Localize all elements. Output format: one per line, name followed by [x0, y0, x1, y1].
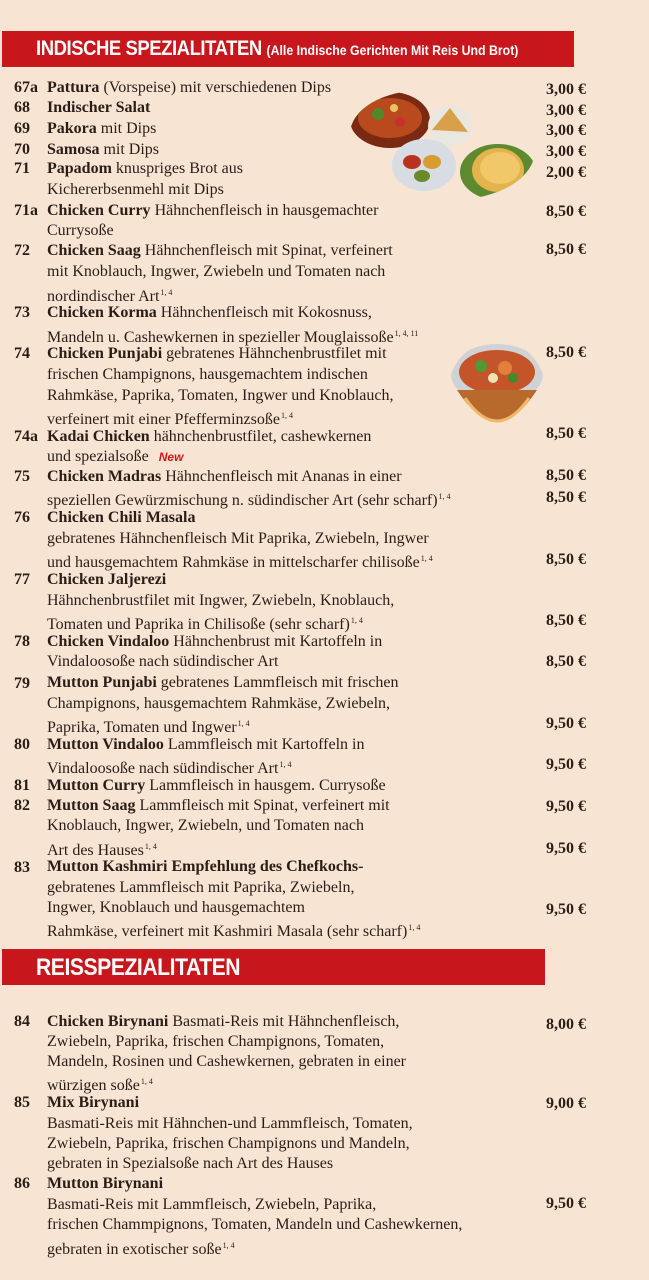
item-number: 71	[14, 160, 30, 177]
item-name: Pattura	[47, 79, 100, 96]
new-badge: New	[158, 450, 184, 464]
menu-item-67a	[47, 78, 331, 98]
item-desc-line: Champignons, hausgemachtem Rahmkäse, Zwiebeln,	[47, 695, 391, 712]
item-name: Mutton Kashmiri Empfehlung des Chefkochs-	[47, 858, 364, 875]
item-number: 73	[14, 304, 30, 321]
item-number: 77	[14, 571, 30, 588]
item-price: 8,50 €	[546, 612, 586, 629]
item-price: 9,50 €	[546, 840, 586, 857]
item-price: 3,00 €	[546, 102, 586, 119]
item-name: Chicken Madras	[47, 468, 162, 485]
item-desc-line: Art des Hauses$^{1, 4}$	[47, 842, 157, 859]
item-desc: hähnchenbrustfilet, cashewkernen	[149, 428, 372, 445]
item-number: 68	[14, 99, 30, 116]
menu-item-73	[47, 303, 372, 323]
section-banner-indian	[2, 31, 574, 67]
item-desc-line: und spezialsoße New	[47, 448, 184, 465]
allergen-note: 1, 4	[222, 1241, 235, 1250]
item-desc: gebratenes Hähnchenbrustfilet mit	[162, 345, 387, 362]
menu-item-86	[47, 1174, 163, 1194]
item-price: 2,00 €	[546, 164, 586, 181]
item-number: 82	[14, 797, 30, 814]
menu-item-78	[47, 632, 382, 652]
menu-item-72	[47, 241, 393, 261]
item-desc: Basmati-Reis mit Hähnchenfleisch,	[168, 1013, 400, 1030]
item-number: 81	[14, 777, 30, 794]
item-desc-line: Currysoße	[47, 222, 114, 239]
item-desc-line: Ingwer, Knoblauch und hausgemachtem	[47, 899, 305, 916]
allergen-note: 1, 4, 11	[394, 329, 419, 338]
curry-bowl-icon	[447, 340, 547, 452]
item-name: Chicken Saag	[47, 242, 141, 259]
item-number: 86	[14, 1175, 30, 1192]
item-name: Papadom	[47, 160, 112, 177]
item-price: 8,50 €	[546, 203, 586, 220]
item-desc: Hähnchenfleisch mit Kokosnuss,	[156, 304, 372, 321]
item-desc-line: Knoblauch, Ingwer, Zwiebeln, und Tomaten nach	[47, 817, 364, 834]
allergen-note: 1, 4	[160, 288, 173, 297]
item-desc: (Vorspeise) mit verschiedenen Dips	[99, 79, 332, 96]
item-desc: mit Dips	[99, 141, 160, 158]
item-name: Chicken Birynani	[47, 1013, 169, 1030]
item-number: 69	[14, 120, 30, 137]
item-desc-line: Zwiebeln, Paprika, frischen Champignons und Mandeln,	[47, 1135, 410, 1152]
item-name: Mix Birynani	[47, 1094, 140, 1111]
starter-plate-image	[350, 90, 535, 200]
item-name: Chicken Chili Masala	[47, 509, 196, 526]
item-desc-line: nordindischer Art$^{1, 4}$	[47, 288, 173, 305]
item-number: 78	[14, 633, 30, 650]
item-number: 70	[14, 141, 30, 158]
item-name: Mutton Punjabi	[47, 674, 157, 691]
item-price: 8,50 €	[546, 344, 586, 361]
item-price: 9,50 €	[546, 715, 586, 732]
item-number: 74a	[14, 428, 38, 445]
item-desc-line: gebraten in exotischer soße$^{1, 4}$	[47, 1241, 235, 1258]
item-desc: Lammfleisch in hausgem. Currysoße	[145, 777, 386, 794]
item-desc-line: Vindaloosoße nach südindischer Art	[47, 653, 279, 670]
item-desc: mit Dips	[96, 120, 157, 137]
item-desc-line: Vindaloosoße nach südindischer Art$^{1, 4}$	[47, 760, 292, 777]
item-desc: Hähnchenfleisch mit Ananas in einer	[161, 468, 402, 485]
allergen-note: 1, 4	[144, 842, 157, 851]
item-desc-line: frischen Chammpignons, Tomaten, Mandeln und Cashewkernen,	[47, 1216, 463, 1233]
menu-item-74a	[47, 427, 371, 447]
item-number: 71a	[14, 202, 38, 219]
item-desc: Hähnchenfleisch in hausgemachter	[150, 202, 379, 219]
item-name: Chicken Punjabi	[47, 345, 163, 362]
item-name: Chicken Korma	[47, 304, 157, 321]
menu-item-85	[47, 1093, 139, 1113]
item-number: 83	[14, 859, 30, 876]
allergen-note: 1, 4	[279, 760, 292, 769]
menu-item-82	[47, 796, 390, 816]
item-price: 8,50 €	[546, 467, 586, 484]
item-price: 9,50 €	[546, 901, 586, 918]
menu-item-77	[47, 570, 166, 590]
menu-item-71a	[47, 201, 378, 221]
menu-item-76	[47, 508, 195, 528]
item-name: Indischer Salat	[47, 99, 151, 116]
item-name: Pakora	[47, 120, 97, 137]
item-desc-line: Mandeln u. Cashewkernen in spezieller Mouglaissoße$^{1, 4, 11}$	[47, 329, 419, 346]
item-desc-line: gebratenes Lammfleisch mit Paprika, Zwiebeln,	[47, 879, 355, 896]
item-number: 72	[14, 242, 30, 259]
item-desc: Lammfleisch mit Spinat, verfeinert mit	[135, 797, 390, 814]
item-desc-line: Tomaten und Paprika in Chilisoße (sehr scharf)$^{1, 4}$	[47, 616, 363, 633]
item-name: Mutton Birynani	[47, 1175, 164, 1192]
allergen-note: 1, 4	[280, 411, 293, 420]
item-desc-line: Hähnchenbrustfilet mit Ingwer, Zwiebeln, Knoblauch,	[47, 592, 395, 609]
item-desc-line: speziellen Gewürzmischung n. südindischer Art (sehr scharf)$^{1, 4}$	[47, 492, 451, 509]
item-price: 9,50 €	[546, 798, 586, 815]
menu-item-80	[47, 735, 364, 755]
item-number: 84	[14, 1013, 30, 1030]
item-desc-line: verfeinert mit einer Pfefferminzsoße$^{1, 4}$	[47, 411, 293, 428]
menu-item-81	[47, 776, 386, 796]
item-desc-line: mit Knoblauch, Ingwer, Zwiebeln und Tomaten nach	[47, 263, 386, 280]
starter-plate-icon	[350, 90, 535, 200]
item-desc-line: Mandeln, Rosinen und Cashewkernen, gebraten in einer	[47, 1053, 407, 1070]
item-name: Mutton Curry	[47, 777, 146, 794]
menu-item-69	[47, 119, 156, 139]
item-name: Kadai Chicken	[47, 428, 150, 445]
item-price: 9,00 €	[546, 1095, 586, 1112]
item-name: Chicken Jaljerezi	[47, 571, 167, 588]
allergen-note: 1, 4	[408, 923, 421, 932]
menu-item-75	[47, 467, 402, 487]
item-name: Samosa	[47, 141, 100, 158]
item-price: 8,00 €	[546, 1016, 586, 1033]
item-desc: knuspriges Brot aus	[111, 160, 244, 177]
item-price: 8,50 €	[546, 551, 586, 568]
item-desc-line: Paprika, Tomaten und Ingwer$^{1, 4}$	[47, 719, 250, 736]
item-price: 8,50 €	[546, 241, 586, 258]
menu-item-71	[47, 159, 243, 179]
item-name: Mutton Vindaloo	[47, 736, 164, 753]
item-desc-line: Rahmkäse, Paprika, Tomaten, Ingwer und Knoblauch,	[47, 387, 394, 404]
item-number: 75	[14, 468, 30, 485]
item-price: 3,00 €	[546, 81, 586, 98]
curry-bowl-image	[447, 340, 547, 452]
allergen-note: 1, 4	[420, 554, 433, 563]
section-title: INDISCHE SPEZIALITATEN (Alle Indische Gerichten Mit Reis Und Brot)	[36, 37, 519, 60]
section-banner-rice	[2, 949, 545, 985]
menu-item-83	[47, 857, 363, 877]
menu-item-70	[47, 140, 159, 160]
allergen-note: 1, 4	[237, 719, 250, 728]
item-desc: Lammfleisch mit Kartoffeln in	[163, 736, 365, 753]
item-desc-line: Zwiebeln, Paprika, frischen Champignons, Tomaten,	[47, 1033, 385, 1050]
menu-item-68	[47, 98, 150, 118]
allergen-note: 1, 4	[350, 616, 363, 625]
item-desc-line: und hausgemachtem Rahmkäse in mittelscharfer chilisoße$^{1, 4}$	[47, 554, 433, 571]
item-number: 79	[14, 675, 30, 692]
item-price: 9,50 €	[546, 756, 586, 773]
item-price: 3,00 €	[546, 122, 586, 139]
item-desc: gebratenes Lammfleisch mit frischen	[156, 674, 399, 691]
item-number: 80	[14, 736, 30, 753]
item-desc-line: Basmati-Reis mit Lammfleisch, Zwiebeln, Paprika,	[47, 1196, 377, 1213]
item-desc-line: gebraten in Spezialsoße nach Art des Hauses	[47, 1155, 334, 1172]
item-price: 8,50 €	[546, 653, 586, 670]
item-name: Chicken Vindaloo	[47, 633, 170, 650]
item-desc: Hähnchenbrust mit Kartoffeln in	[169, 633, 383, 650]
item-desc-line: Kichererbsenmehl mit Dips	[47, 181, 224, 198]
item-number: 76	[14, 509, 30, 526]
menu-item-79	[47, 673, 398, 693]
item-desc-line: Basmati-Reis mit Hähnchen-und Lammfleisch, Tomaten,	[47, 1115, 413, 1132]
item-desc-line: frischen Champignons, hausgemachtem indischen	[47, 366, 368, 383]
item-price: 3,00 €	[546, 143, 586, 160]
item-price: 9,50 €	[546, 1195, 586, 1212]
item-name: Chicken Curry	[47, 202, 151, 219]
item-number: 67a	[14, 79, 38, 96]
menu-item-84	[47, 1012, 399, 1032]
item-desc-line: würzigen soße$^{1, 4}$	[47, 1077, 153, 1094]
item-price: 8,50 €	[546, 425, 586, 442]
menu-item-74	[47, 344, 387, 364]
item-price: 8,50 €	[546, 489, 586, 506]
allergen-note: 1, 4	[140, 1077, 153, 1086]
item-name: Mutton Saag	[47, 797, 136, 814]
item-desc-line: gebratenes Hähnchenfleisch Mit Paprika, Zwiebeln, Ingwer	[47, 530, 429, 547]
item-desc-line: Rahmkäse, verfeinert mit Kashmiri Masala (sehr scharf)$^{1, 4}$	[47, 923, 421, 940]
item-desc: Hähnchenfleisch mit Spinat, verfeinert	[140, 242, 393, 259]
allergen-note: 1, 4	[438, 492, 451, 501]
section-subtitle: (Alle Indische Gerichten Mit Reis Und Brot)	[266, 42, 519, 58]
item-number: 85	[14, 1094, 30, 1111]
item-number: 74	[14, 345, 30, 362]
section-title: REISSPEZIALITATEN	[36, 954, 241, 981]
